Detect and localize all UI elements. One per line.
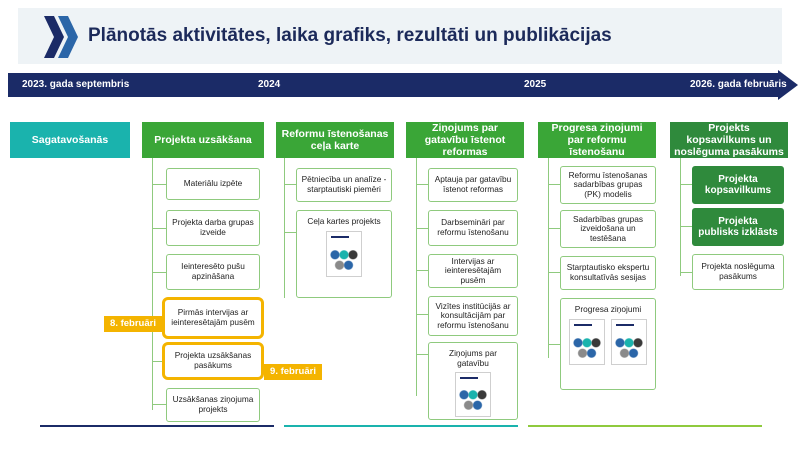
list-item: Materiālu izpēte <box>166 168 260 200</box>
connector-line <box>416 270 428 271</box>
column-readiness-report <box>406 122 524 158</box>
list-item: Starptautisko ekspertu konsultatīvās sesijas <box>560 256 656 290</box>
connector-line <box>548 184 560 185</box>
document-thumbnail-icon <box>569 319 605 365</box>
connector-line <box>416 228 428 229</box>
column-final <box>670 122 788 158</box>
connector-line <box>152 184 166 185</box>
list-item: Uzsākšanas ziņojuma projekts <box>166 388 260 422</box>
list-item: Vizītes institūcijās ar konsultācijām par reformu īstenošanu <box>428 296 518 336</box>
bottom-line-navy <box>40 425 274 427</box>
connector-line <box>548 272 560 273</box>
bottom-line-green <box>528 425 762 427</box>
timeline-end-label: 2026. gada februāris <box>690 79 787 90</box>
connector-line <box>152 272 166 273</box>
connector-line <box>416 184 428 185</box>
connector-line <box>680 184 692 185</box>
final-presentation-box: Projekta publisks izklāsts <box>692 208 784 246</box>
column-roadmap-label: Reformu īstenošanas ceļa karte <box>281 127 389 152</box>
progress-report-card <box>560 298 656 390</box>
connector-line <box>152 228 166 229</box>
page-title: Plānotās aktivitātes, laika grafiks, rezultāti un publikācijas <box>88 25 612 46</box>
connector-line <box>416 314 428 315</box>
final-summary-box: Projekta kopsavilkums <box>692 166 784 204</box>
column-final-label: Projekts kopsavilkums un noslēguma pasākums <box>674 121 784 159</box>
timeline-start-label: 2023. gada septembris <box>22 79 130 90</box>
connector-line <box>680 226 692 227</box>
connector-line <box>416 354 428 355</box>
list-item: Darbsemināri par reformu īstenošanu <box>428 210 518 246</box>
column-preparation-label: Sagatavošanās <box>31 133 109 146</box>
column-roadmap <box>276 122 394 158</box>
column-project-start-label: Projekta uzsākšana <box>154 133 252 146</box>
column-preparation <box>10 122 130 158</box>
connector-line <box>416 158 417 396</box>
connector-line <box>152 404 166 405</box>
column-project-start <box>142 122 264 158</box>
list-item: Reformu īstenošanas sadarbības grupas (PK) modelis <box>560 166 656 204</box>
date-tag-feb-8: 8. februāri <box>104 316 162 332</box>
connector-line <box>284 232 296 233</box>
date-tag-feb-9: 9. februāri <box>264 364 322 380</box>
list-item-highlighted: Pirmās intervijas ar ieinteresētajām pusēm <box>162 297 264 339</box>
document-thumbnail-icon <box>326 231 362 277</box>
connector-line <box>680 272 692 273</box>
list-item-highlighted: Projekta uzsākšanas pasākums <box>162 342 264 380</box>
timeline-2025-label: 2025 <box>524 79 547 90</box>
connector-line <box>152 158 153 410</box>
list-item: Projekta darba grupas izveide <box>166 210 260 246</box>
bottom-line-teal <box>284 425 518 427</box>
list-item: Projekta noslēguma pasākums <box>692 254 784 290</box>
slide-header <box>18 8 782 64</box>
list-item: Ieinteresēto pušu apzināšana <box>166 254 260 290</box>
list-item: Sadarbības grupas izveidošana un testēšana <box>560 210 656 248</box>
document-thumbnail-icon <box>455 372 491 417</box>
timeline-2024-label: 2024 <box>258 79 281 90</box>
roadmap-report-card <box>296 210 392 298</box>
connector-line <box>548 158 549 358</box>
column-progress-reports-label: Progresa ziņojumi par reformu īstenošanu <box>551 121 643 159</box>
report-card-label: Ceļa kartes projekts <box>307 216 381 226</box>
connector-line <box>284 184 296 185</box>
readiness-report-card <box>428 342 518 420</box>
list-item: Intervijas ar ieinteresētajām pusēm <box>428 254 518 288</box>
timeline <box>0 70 800 100</box>
column-progress-reports <box>538 122 656 158</box>
connector-line <box>284 158 285 298</box>
chevron-logo-icon <box>40 14 80 60</box>
connector-line <box>680 158 681 276</box>
connector-line <box>548 228 560 229</box>
report-card-label: Ziņojums par gatavību <box>449 348 497 368</box>
report-card-label: Progresa ziņojumi <box>574 304 642 314</box>
connector-line <box>548 344 560 345</box>
list-item: Pētniecība un analīze - starptautiski piemēri <box>296 168 392 202</box>
connector-line <box>152 361 162 362</box>
list-item: Aptauja par gatavību īstenot reformas <box>428 168 518 202</box>
document-thumbnail-icon <box>611 319 647 365</box>
column-readiness-report-label: Ziņojums par gatavību īstenot reformas <box>424 121 506 159</box>
